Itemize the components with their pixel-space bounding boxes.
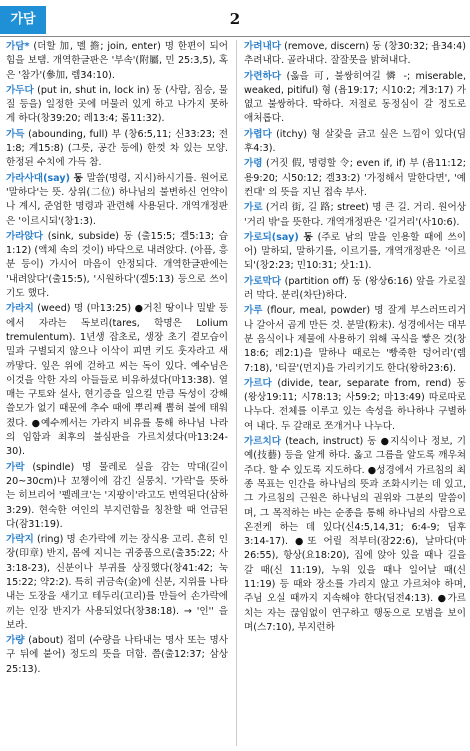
page-header bbox=[0, 0, 470, 36]
entry-definition: 말씀(명령, 지시)하시기를. 원어로 '말하다'는 뜻. 상위(二位) 하나님의 불변하신 언약이나 계시, 준엄한 명령과 관련해 사용된다. 개역개정판은 '이르시되'(창1:3). bbox=[6, 172, 228, 227]
entry-headword: 가로 bbox=[244, 202, 263, 214]
entry-headword: 가렵다 bbox=[244, 128, 272, 140]
entry-headword: 가득 bbox=[6, 128, 25, 140]
entry-headword: 가루 bbox=[244, 305, 263, 317]
dictionary-entry bbox=[244, 435, 466, 635]
dictionary-entry bbox=[6, 84, 228, 127]
dictionary-entry bbox=[244, 377, 466, 434]
dictionary-entry bbox=[6, 230, 228, 301]
entry-headword: 가두다 bbox=[6, 84, 34, 96]
entry-definition: (teach, instruct) 동 ●지식이나 정보, 기예(技藝) 등을 알게 하다. 옳고 그름을 알도록 깨우쳐 주다. 할 수 있도록 지도하다. ●성경에서 가르침의 최종 목표는 인간을 하나님의 뜻과 조화시키는 데 있고, 그 가르침의 근원은 하나님의 권위와 그분의 말씀이며, 그 목적하는 바는 순종을 통해 하나님의 사람으로 온전케 하는 데 있다(신4:5,14,31; 6:4-9; 딤후3:14-17). ●또 어릴 적부터(잠22:6), 날마다(마26:55), 항상(요18:20), 집에 앉아 있을 때나 길을 갈 때(신 11:19), 누워 있을 때나 일어날 때(신11:19) 등 때와 장소를 가리지 않고 가르쳐야 하며, 주님 오실 때까지 지속해야 한다(딤전4:13). ●가르치는 자는 끊임없이 연구하고 행동으로 모범을 보이며(스7:10), 부지런하 bbox=[244, 436, 466, 633]
entry-definition: (spindle) 명 물레로 실을 감는 막대(길이 20~30cm)나 꼬챙이에 감긴 실뭉치. '가락'을 뜻하는 히브리어 '펠레크'는 '지팡이'라고도 번역된다(삼하3:29). 현숙한 여인의 부지런함을 칭찬할 때 언급된다(잠31:19). bbox=[6, 461, 228, 530]
entry-headword: 가르다 bbox=[244, 377, 272, 389]
entry-headword: 가르치다 bbox=[244, 436, 282, 448]
entry-definition: (divide, tear, separate from, rend) 동 (왕상19:11; 시78:13; 사59:2; 마13:49) 따로따로 나누다. 전체를 이루고 있는 속성을 하나하나 구별하여 내다. 두 갈래로 쪼개거나 나누다. bbox=[244, 377, 466, 432]
entry-headword: 가련하다 bbox=[244, 70, 282, 82]
entry-definition: (flour, meal, powder) 명 잘게 부스러뜨리거나 갈아서 곱게 만든 것. 분말(粉末). 성경에서는 대부분 음식이나 제물에 사용하기 위해 곡식을 빻은 것(창18:6; 레2:1)을 말하나 때로는 '빵죽한 덩어리'(렘7:18), '티끌'(먼지)을 가리키기도 한다(왕하23:6). bbox=[244, 305, 466, 374]
dictionary-entry bbox=[244, 128, 466, 157]
entry-definition: (거리 街, 길 路; street) 명 큰 길. 거리. 원어상 '거리 밖'을 뜻한다. 개역개정판은 '길거리'(사10:6). bbox=[244, 202, 466, 228]
dictionary-entry bbox=[244, 157, 466, 200]
entry-headword: 가라지 bbox=[6, 303, 34, 315]
entry-pos: 동 bbox=[303, 231, 313, 243]
entry-definition: (더할 加, 멜 擔; join, enter) 명 한편이 되어 힘을 보탬. 개역한글판은 '부속'(附屬, 민 25:3,5), 혹은 '참가'(參加, 렘34:10). bbox=[6, 41, 228, 81]
page-number: 2 bbox=[229, 10, 241, 28]
left-column bbox=[6, 40, 228, 746]
entry-headword: 가로되(say) bbox=[244, 231, 299, 243]
entry-definition: (partition off) 동 (왕상6:16) 앞을 가로질러 막다. 분리(차단)하다. bbox=[244, 275, 466, 302]
dictionary-entry bbox=[6, 634, 228, 677]
entry-headword: 가라사대(say) bbox=[6, 172, 70, 184]
dictionary-entry bbox=[6, 461, 228, 532]
dictionary-entry bbox=[244, 201, 466, 230]
entry-definition: (remove, discern) 동 (창30:32; 욥34:4) 추려내다. 골라내다. 잘잘못을 밝혀내다. bbox=[244, 41, 466, 67]
entry-headword: 가락 bbox=[6, 461, 25, 473]
entry-definition: (itchy) 형 살갗을 긁고 싶은 느낌이 있다(딤후4:3). bbox=[244, 128, 466, 155]
header-rule bbox=[0, 36, 470, 37]
column-divider bbox=[236, 40, 237, 746]
entry-definition: (about) 접미 (수량을 나타내는 명사 또는 명사구 뒤에 붙어) 정도의 뜻을 더함. 쯤(출12:37; 삼상25:13). bbox=[6, 635, 228, 675]
right-column bbox=[244, 40, 466, 746]
entry-headword: 가령 bbox=[244, 158, 263, 170]
entry-definition: (거짓 假, 명령할 令; even if, if) 부 (욥11:12; 용9:20; 시50:12; 겔33:2) '가정해서 말한다면', '예컨대' 의 뜻을 지닌 접속 부사. bbox=[244, 158, 466, 198]
section-tab: 가담 bbox=[0, 6, 46, 34]
entry-pos: 동 bbox=[73, 172, 83, 184]
dictionary-entry bbox=[6, 302, 228, 459]
dictionary-entry bbox=[244, 304, 466, 375]
entry-definition: (abounding, full) 부 (창6:5,11; 신33:23; 전1:8; 계15:8) (그릇, 공간 등에) 한껏 차 있는 모양. 한정된 수치에 가득 참. bbox=[6, 128, 228, 169]
entry-headword: 가려내다 bbox=[244, 41, 282, 52]
entry-definition: (sink, subside) 동 (출15:5; 겔5:13; 습1:12) (액체 속의 것이) 바닥으로 내려앉다. (아픔, 흥분 등이) 가시어 마음이 안정되다. 개역한글판에는 '내려앉다'(출15:5), '시원하다'(겔5:13) 등으로 쓰이기도 했다. bbox=[6, 230, 228, 300]
entry-headword: 가로막다 bbox=[244, 275, 282, 287]
dictionary-entry bbox=[244, 70, 466, 127]
dictionary-entry bbox=[6, 533, 228, 633]
entry-headword: 가라앉다 bbox=[6, 230, 44, 242]
dictionary-entry bbox=[244, 275, 466, 304]
entry-definition: (ring) 명 손가락에 끼는 장식용 고리. 흔히 인장(印章) 반지, 몸에 지니는 귀중품으로(출35:22; 사3:18-23), 신분이나 부귀를 상징했다(창41:42; 눅15:22; 약2:2). 특히 귀금속(金)에 신분, 지위를 나타내는 도장을 새기고 테두리(고리)를 만들어 손가락에 끼는 인장 반지가 사용되었다(창38:18). → '인'' 을 보라. bbox=[6, 534, 228, 631]
entry-definition: (주로 남의 말을 인용할 때에 쓰이어) 말하되, 말하기를, 이르기를, 개역개정판은 '이르되'(창2:23; 민10:31; 삿1:1). bbox=[244, 231, 466, 272]
entry-definition: (옳을 可, 불쌍히여길 憐 -; miserable, weaked, pitiful) 형 (욥19:17; 시10:2; 계3:17) 가엾고 불쌍하다. 딱하다. 저절로 동정심이 갈 정도로 애처롭다. bbox=[244, 70, 466, 125]
dictionary-entry bbox=[6, 172, 228, 229]
entry-definition: (weed) 명 (마13:25) ●거친 땅이나 밀밭 등에서 자라는 독보리(tares, 학명은 Lolium tremulentum). 1년생 잡초로, 생장 초기 곁모습이 밀과 구별되지 않으나 이삭이 피면 키도 훗자라고 새까맣다. 잎은 위에 걷하고 씨는 독이 있다. 예수님은 이것을 악한 자의 아들들로 비유하셨다(마13:38). 열매는 구토와 설사, 현기증을 일으킬 만큼 독성이 강해 쓸모가 없기 때문에 추수 때에 뿌리째 뽑혀 불에 태워졌다. ●예수께서는 가라지 비유를 통해 하나님 나라의 임함과 최후의 불심판을 가르치셨다(마13:24-30). bbox=[6, 303, 228, 458]
entry-definition: (put in, shut in, lock in) 동 (사람, 짐승, 물질 등을) 일정한 곳에 머물러 있게 하고 나가지 못하게 하다(창39:20; 레13:4; 롬11:32). bbox=[6, 84, 228, 125]
entry-headword: 가담* bbox=[6, 41, 30, 52]
entry-headword: 가락지 bbox=[6, 534, 34, 546]
dictionary-entry bbox=[6, 128, 228, 171]
dictionary-entry bbox=[244, 231, 466, 274]
dictionary-entry bbox=[6, 40, 228, 83]
entry-headword: 가량 bbox=[6, 635, 25, 647]
dictionary-entry bbox=[244, 40, 466, 69]
